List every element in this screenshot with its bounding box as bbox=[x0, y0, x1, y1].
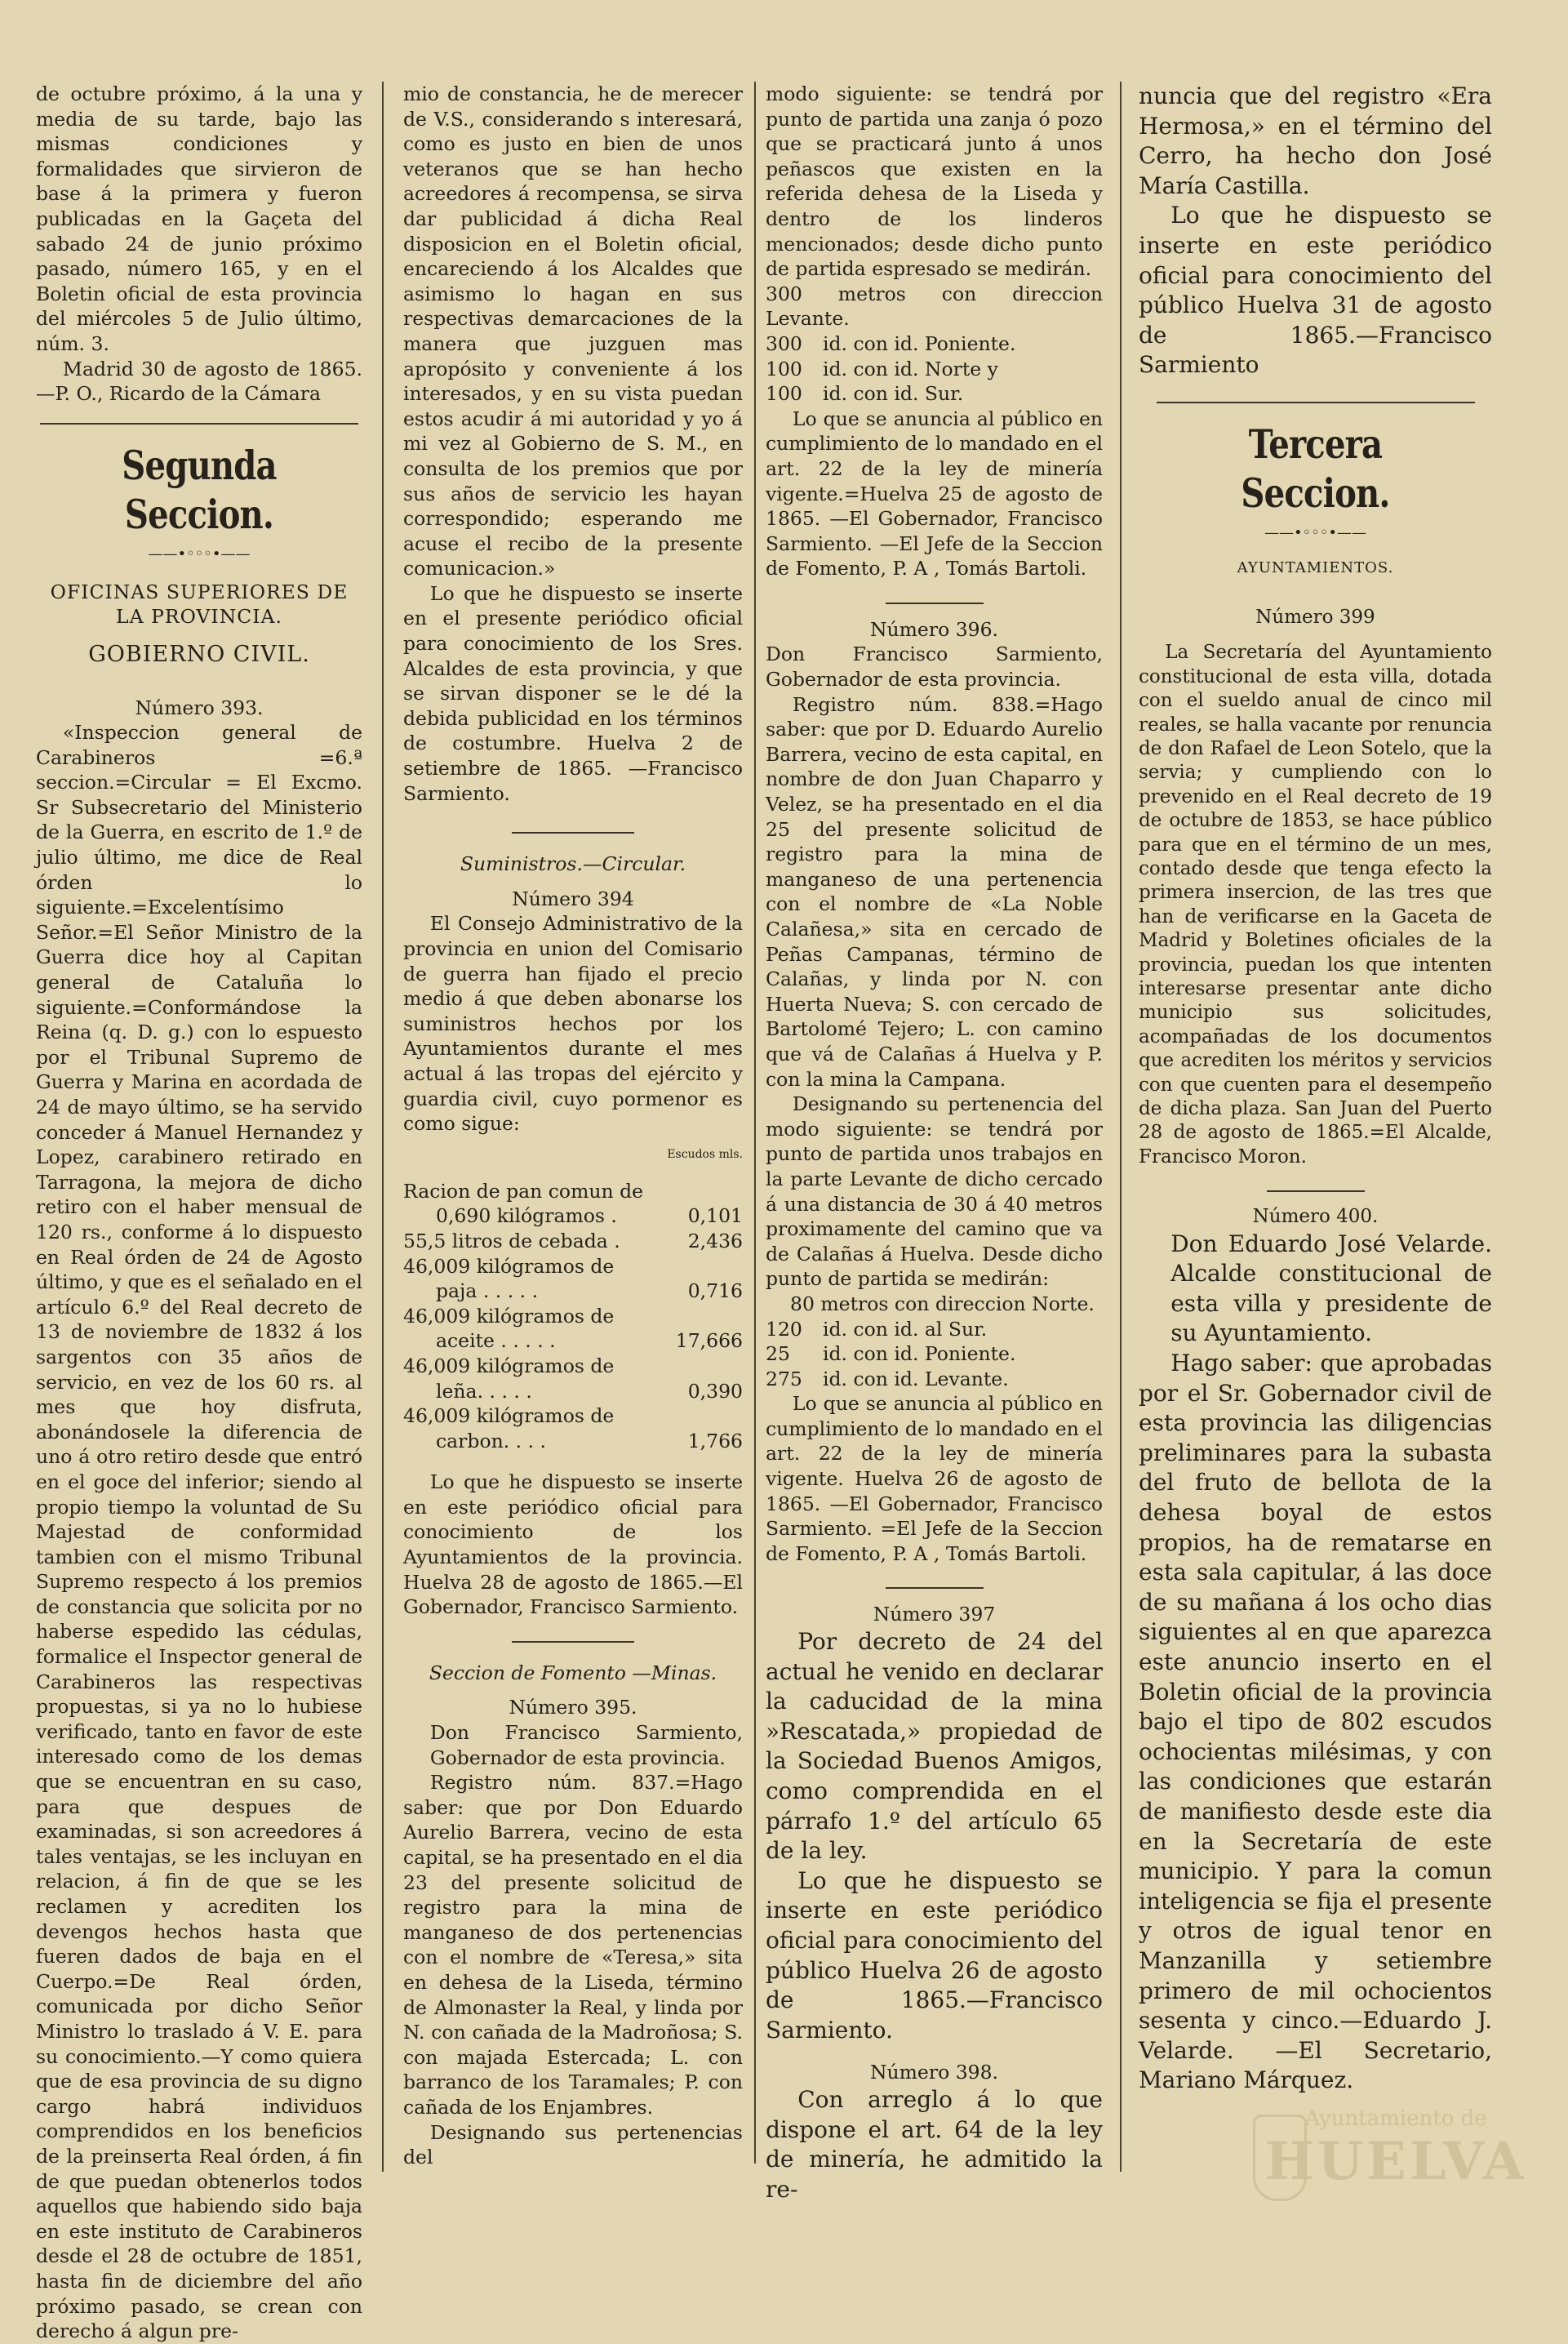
divider bbox=[1157, 402, 1475, 403]
notice-text: Registro núm. 838.=Hago saber: que por D. Eduardo Aurelio Barrera, vecino de esta capital, en nombre de don Juan Chaparro y Velez, se ha presentado en el dia 25 del presente solicitud de registro para la mina de manganeso de una pertenencia con el nombre de «La Noble Calañesa,» sita en cercado de Peñas Campanas, término de Calañas, y linda por N. con Huerta Nueva; S. con cercado de Bartolomé Tejero; L. con camino que vá de Calañas á Huelva y P. con la mina la Campana. bbox=[766, 692, 1103, 1091]
divider bbox=[512, 1641, 634, 1643]
notice-paragraph: Lo que se anuncia al público en cumplimiento de lo mandado en el art. 22 de la ley de minería vigente.=Huelva 25 de agosto de 1865. —El Gobernador, Francisco Sarmiento. —El Jefe de la Seccion de Fomento, P. A , Tomás Bartoli. bbox=[766, 407, 1103, 580]
ornament: ——•◦◦◦•—— bbox=[148, 545, 251, 563]
column-4 bbox=[1139, 82, 1492, 2096]
divider bbox=[886, 1587, 984, 1589]
notice-text: Designando su pertenencia del modo siguiente: se tendrá por punto de partida unos trabajos en la parte Levante de dicho cercado á una distancia de 30 á 40 metros proximamente del camino que va de Calañas á Huelva. Desde dicho punto de partida se medirán: bbox=[766, 1092, 1103, 1291]
divider bbox=[40, 423, 358, 425]
subsection-title: Suministros.—Circular. bbox=[460, 852, 686, 876]
notice-text: Registro núm. 837.=Hago saber: que por Don Eduardo Aurelio Barrera, vecino de esta capital, se ha presentado en el dia 23 del presente solicitud de registro para la mina de manganeso de dos pertenencias con el nombre de «Teresa,» sita en dehesa de la Liseda, término de Almonaster la Real, y linda por N. con cañada de la Madroñosa; S. con majada Estercada; L. con barranco de los Taramales; P. con cañada de los Enjambres. bbox=[403, 1771, 743, 2119]
watermark-stamp: Ayuntamiento de HUELVA bbox=[1264, 2106, 1527, 2192]
notice-paragraph: Lo que he dispuesto se inserte en este periódico oficial para conocimiento del público Huelva 26 de agosto de 1865.—Francisco Sarmiento. bbox=[766, 1866, 1103, 2044]
gov-heading: GOBIERNO CIVIL. bbox=[88, 641, 310, 667]
notice-399 bbox=[1139, 606, 1492, 1230]
measurements: 80 metros con direccion Norte. 120 id. con id. al Sur. 25 id. con id. Poniente. 275 id. con id. Levante. bbox=[766, 1292, 1095, 1390]
price-item: 46,009 kilógramos de carbon. . . . 1,766 bbox=[403, 1404, 743, 1452]
price-item: 46,009 kilógramos de leña. . . . . 0,390 bbox=[403, 1354, 743, 1403]
prices-list bbox=[403, 1179, 743, 1454]
section-title: Tercera Seccion. bbox=[1241, 420, 1390, 517]
divider bbox=[512, 832, 634, 834]
column-rule bbox=[382, 82, 384, 2172]
notice-number: Número 393. bbox=[135, 696, 264, 719]
notice-text: «Inspeccion general de Carabineros =6.ª seccion.=Circular = El Excmo. Sr Subsecretario del Ministerio de la Guerra, en escrito de 1.º de julio último, me dice de Real órden lo siguiente.=Excelentísimo Señor.=El Señor Ministro de la Guerra dice hoy al Capitan general de Cataluña lo siguiente.=Conformándose la Reina (q. D. g.) con lo espuesto por el Tribunal Supremo de Guerra y Marina en acordada de 24 de mayo último, se ha servido conceder á Manuel Hernandez y Lopez, carabinero retirado en Tarragona, la mejora de dicho retiro con el haber mensual de 120 rs., conforme á lo dispuesto en Real órden de 24 de Agosto último, y que es el señalado en el artículo 6.º del Real decreto de 13 de noviembre de 1832 á los sargentos con 35 años de servicio, en vez de los 60 rs. al mes que hoy disfruta, abonándosele la diferencia de uno á otro retiro desde que entró en el goce del inferior; siendo al propio tiempo la voluntad de Su Majestad de conformidad tambien con el mismo Tribunal Supremo respecto á los premios de constancia que solicita por no haberse espedido las cédulas, formalice el Inspector general de Carabineros las respectivas propuestas, si ya no lo hubiese verificado, tanto en favor de este interesado como de los demas que se encuentran en su caso, para que despues de examinadas, si son acreedores á tales ventajas, se les incluyan en relacion, á fin de que se les reclamen y acrediten los devengos hechos hasta que fueren dados de baja en el Cuerpo.=De Real órden, comunicada por dicho Señor Ministro lo traslado á V. E. para su conocimiento.—Y como quiera que de esa provincia de su digno cargo habrá individuos comprendidos en los beneficios de la preinserta Real órden, á fin de que puedan obtenerlos todos aquellos que habiendo sido baja en este instituto de Carabineros desde el 28 de octubre de 1851, hasta fin de diciembre del año próximo pasado, se crean con derecho á algun pre- bbox=[36, 721, 362, 2343]
divider bbox=[1267, 1190, 1365, 1192]
price-item: 46,009 kilógramos de aceite . . . . . 17,666 bbox=[403, 1304, 743, 1353]
column-2 bbox=[403, 82, 743, 2170]
office-heading: OFICINAS SUPERIORES DE LA PROVINCIA. bbox=[50, 580, 349, 629]
notice-paragraph: Lo que he dispuesto se inserte en este periódico oficial para conocimiento de los Ayuntamientos de la provincia. Huelva 28 de agosto de 1865.—El Gobernador, Francisco Sarmiento. bbox=[403, 1470, 743, 1619]
notice-number: Número 400. bbox=[1252, 1206, 1379, 1228]
continued-text: modo siguiente: se tendrá por punto de partida una zanja ó pozo que se practicará junto á unos peñascos que existen en la referida dehesa de la Liseda y dentro de los linderos mencionados; desde dicho punto de partida espresado se medirán. bbox=[766, 82, 1103, 281]
notice-number: Número 395. bbox=[509, 1696, 637, 1719]
price-item: 46,009 kilógramos de paja . . . . . 0,716 bbox=[403, 1254, 743, 1303]
notice-heading: Don Francisco Sarmiento, Gobernador de esta provincia. bbox=[429, 1721, 743, 1769]
section-heading: AYUNTAMIENTOS. bbox=[1237, 558, 1394, 576]
notice-text: Designando sus pertenencias del bbox=[403, 2120, 743, 2169]
continued-text: mio de constancia, he de merecer de V.S., considerando s interesará, como es justo en bien de unos veteranos que se han hecho acreedores á recompensa, se sirva dar publicidad á dicha Real disposicion en el Boletin oficial, encareciendo á los Alcaldes que asimismo lo hagan en sus respectivas demarcaciones de la manera que juzguen mas apropósito y conveniente á los interesados, y en su vista puedan estos acudir á mi autoridad y yo á mi vez al Gobierno de S. M., en consulta de los premios que por sus años de servicio les hayan correspondido; esperando me acuse el recibo de la presente comunicacion.» bbox=[403, 82, 743, 580]
notice-text: Hago saber: que aprobadas por el Sr. Gobernador civil de esta provincia las diligencias preliminares para la subasta del fruto de bellota de la dehesa boyal de estos propios, ha de rematarse en esta sala capitular, á las doce de su mañana á los ocho dias siguientes al en que aparezca este anuncio inserto en el Boletin oficial de la provincia bajo el tipo de 802 escudos ochocientas milésimas, y con las condiciones que estarán de manifiesto desde este dia en la Secretaría de este municipio. Y para la comun inteligencia se fija el presente y otros de igual tenor en Manzanilla y setiembre primero de mil ochocientos sesenta y cinco.—Eduardo J. Velarde. —El Secretario, Mariano Márquez. bbox=[1139, 1350, 1492, 2094]
notice-paragraph: Lo que se anuncia al público en cumplimiento de lo mandado en el art. 22 de la ley de minería vigente. Huelva 26 de agosto de 1865. —El Gobernador, Francisco Sarmiento. =El Jefe de la Seccion de Fomento, P. A , Tomás Bartoli. bbox=[766, 1392, 1103, 1565]
notice-paragraph: Lo que he dispuesto se inserte en el presente periódico oficial para conocimiento de los Sres. Alcaldes de esta provincia, y que se sirvan disponer se le dé la debida publicidad en los términos de costumbre. Huelva 2 de setiembre de 1865. —Francisco Sarmiento. bbox=[403, 581, 743, 805]
units-label: Escudos mls. bbox=[667, 1147, 743, 1161]
notice-text: El Consejo Administrativo de la provincia en union del Comisario de guerra han fijado el precio medio á que deben abonarse los suministros hechos por los Ayuntamientos durante el mes actual á las tropas del ejército y guardia civil, cuyo pormenor es como sigue: bbox=[403, 912, 743, 1136]
notice-heading: Don Eduardo José Velarde. Alcalde constitucional de esta villa y presidente de su Ayuntamiento. bbox=[1170, 1230, 1492, 1347]
signature: Madrid 30 de agosto de 1865. —P. O., Ricardo de la Cámara bbox=[36, 357, 362, 406]
notice-heading: Don Francisco Sarmiento, Gobernador de esta provincia. bbox=[766, 643, 1103, 692]
continued-text: nuncia que del registro «Era Hermosa,» en el término del Cerro, ha hecho don José María Castilla. bbox=[1139, 82, 1492, 199]
price-item: 55,5 litros de cebada . 2,436 bbox=[403, 1229, 743, 1252]
notice-number: Número 396. bbox=[869, 617, 999, 641]
column-rule bbox=[754, 82, 756, 2164]
continued-text: de octubre próximo, á la una y media de su tarde, bajo las mismas condiciones y formalidades que sirvieron de base á la primera y fueron publicadas en la Gaçeta del sabado 24 de junio próximo pasado, número 165, y en el Boletin oficial de esta provincia del miércoles 5 de Julio último, núm. 3. bbox=[36, 82, 362, 355]
column-3 bbox=[766, 82, 1103, 2204]
notice-text: La Secretaría del Ayuntamiento constitucional de esta villa, dotada con el sueldo anual de cinco mil reales, se halla vacante por renuncia de don Rafael de Leon Sotelo, que la servia; y cumpliendo con lo prevenido en el Real decreto de 19 de octubre de 1853, se hace público para que en el término de un mes, contado desde que tenga efecto la primera insercion, de las tres que han de verificarse en la Gaceta de Madrid y Boletines oficiales de la provincia, puedan los que intenten interesarse presentar ante dicho municipio sus solicitudes, acompañadas de los documentos que acrediten los méritos y servicios con que cuenten para el desempeño de dicha plaza. San Juan del Puerto 28 de agosto de 1865.=El Alcalde, Francisco Moron. bbox=[1139, 642, 1492, 1168]
notice-number: Número 394 bbox=[512, 887, 634, 910]
notice-paragraph: Lo que he dispuesto se inserte en este periódico oficial para conocimiento del público Huelva 31 de agosto de 1865.—Francisco Sarmiento bbox=[1139, 202, 1492, 379]
notice-text: Con arreglo á lo que dispone el art. 64 de la ley de minería, he admitido la re- bbox=[766, 2085, 1103, 2203]
column-rule bbox=[1120, 82, 1122, 2172]
column-1 bbox=[36, 82, 362, 2344]
section-title: Segunda Seccion. bbox=[122, 441, 277, 538]
divider bbox=[886, 603, 984, 604]
price-item: Racion de pan comun de 0,690 kilógramos . 0,101 bbox=[403, 1179, 743, 1228]
subsection-title: Seccion de Fomento —Minas. bbox=[429, 1661, 717, 1684]
notice-number: Número 398. bbox=[869, 2061, 999, 2084]
notice-number: Número 397 bbox=[873, 1603, 996, 1626]
notice-text: Por decreto de 24 del actual he venido en declarar la caducidad de la mina »Rescatada,» propiedad de la Sociedad Buenos Amigos, como comprendida en el párrafo 1.º del artículo 65 de la ley. bbox=[766, 1628, 1103, 1865]
measurements: 300 metros con direccion Levante. 300 id. con id. Poniente. 100 id. con id. Norte y 100 id. con id. Sur. bbox=[766, 282, 1103, 406]
notice-number: Número 399 bbox=[1255, 606, 1375, 628]
ornament: ——•◦◦◦•—— bbox=[1264, 523, 1367, 541]
